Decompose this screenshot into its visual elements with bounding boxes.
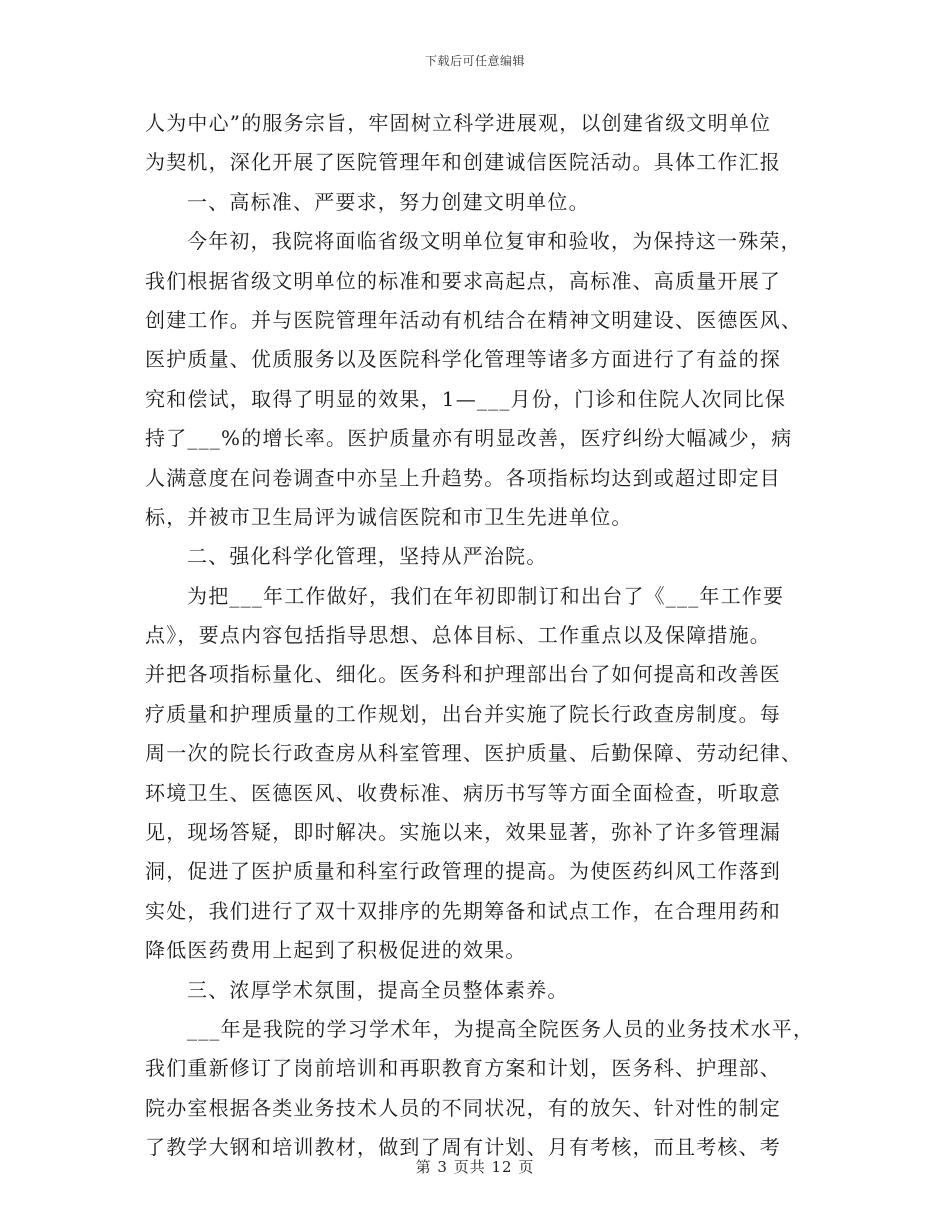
text-line: 了教学大钢和培训教材，做到了周有计划、月有考核，而且考核、考 [145, 1135, 781, 1160]
section-heading-3: 三、浓厚学术氛围，提高全员整体素养。 [187, 977, 569, 1002]
text-line: 今年初，我院将面临省级文明单位复审和验收，为保持这一殊荣， [187, 229, 802, 254]
text-line: 医护质量、优质服务以及医院科学化管理等诸多方面进行了有益的探 [145, 347, 781, 372]
page-header-note: 下载后可任意编辑 [424, 54, 525, 68]
text-line: 持了___%的增长率。医护质量亦有明显改善，医疗纠纷大幅减少，病 [145, 426, 793, 451]
text-line: 我们根据省级文明单位的标准和要求高起点，高标准、高质量开展了 [145, 268, 781, 293]
text-line: 降低医药费用上起到了积极促进的效果。 [145, 938, 527, 963]
text-line: 见，现场答疑，即时解决。实施以来，效果显著，弥补了许多管理漏 [145, 820, 781, 845]
text-line: 点》，要点内容包括指导思想、总体目标、工作重点以及保障措施。 [145, 623, 771, 648]
text-line: 并把各项指标量化、细化。医务科和护理部出台了如何提高和改善医 [145, 662, 781, 687]
text-line: 疗质量和护理质量的工作规划，出台并实施了院长行政查房制度。每 [145, 701, 781, 726]
text-line: 周一次的院长行政查房从科室管理、医护质量、后勤保障、劳动纪律、 [145, 741, 803, 766]
section-heading-2: 二、强化科学化管理，坚持从严治院。 [187, 544, 548, 569]
text-line: 实处，我们进行了双十双排序的先期筹备和试点工作，在合理用药和 [145, 898, 781, 923]
text-line: 标，并被市卫生局评为诚信医院和市卫生先进单位。 [145, 504, 633, 529]
text-line: 洞，促进了医护质量和科室行政管理的提高。为使医药纠风工作落到 [145, 859, 781, 884]
section-heading-1: 一、高标准、严要求，努力创建文明单位。 [187, 189, 590, 214]
text-line: 环境卫生、医德医风、收费标准、病历书写等方面全面检查，听取意 [145, 780, 781, 805]
text-line: 院办室根据各类业务技术人员的不同状况，有的放矢、针对性的制定 [145, 1095, 781, 1120]
page-number-footer: 第 3 页共 12 页 [415, 1158, 535, 1176]
text-line: 创建工作。并与医院管理年活动有机结合在精神文明建设、医德医风、 [145, 307, 803, 332]
text-line: 人满意度在问卷调查中亦呈上升趋势。各项指标均达到或超过即定目 [145, 465, 781, 490]
document-body [145, 104, 815, 1168]
text-line: 为把___年工作做好，我们在年初即制订和出台了《___年工作要 [187, 583, 785, 608]
text-line: 我们重新修订了岗前培训和再职教育方案和计划，医务科、护理部、 [145, 1056, 781, 1081]
text-line: 人为中心”的服务宗旨，牢固树立科学进展观，以创建省级文明单位 [145, 111, 772, 135]
text-line: ___年是我院的学习学术年，为提高全院医务人员的业务技术水平， [187, 1016, 815, 1041]
text-line: 为契机，深化开展了医院管理年和创建诚信医院活动。具体工作汇报 [145, 150, 781, 175]
text-line: 究和偿试，取得了明显的效果，1—___月份，门诊和住院人次同比保 [145, 386, 787, 411]
